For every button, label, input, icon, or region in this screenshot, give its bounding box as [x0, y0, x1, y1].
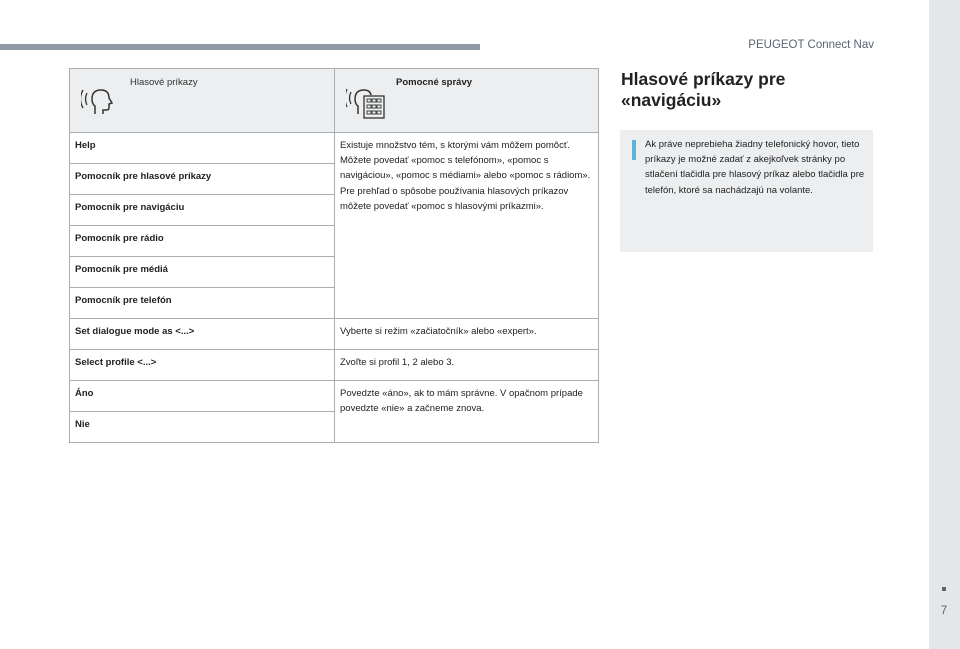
section-title-text: Hlasové príkazy pre «navigáciu»: [621, 69, 786, 110]
command-cell: [70, 412, 335, 443]
command-cell: [70, 288, 335, 319]
command-text: Help: [75, 140, 96, 151]
table-row: [70, 350, 599, 381]
command-text: Nie: [75, 419, 90, 430]
command-text: Pomocník pre rádio: [75, 233, 164, 244]
command-cell: [70, 319, 335, 350]
page-marker: [942, 587, 946, 591]
header-voice-commands: Hlasové príkazy: [130, 77, 198, 88]
command-text: Pomocník pre navigáciu: [75, 202, 185, 213]
yesno-description-cell: [335, 381, 599, 443]
help-description-cell: [335, 133, 599, 319]
command-text: Pomocník pre telefón: [75, 295, 172, 306]
table-row: [70, 133, 599, 164]
voice-command-icon: [81, 84, 115, 121]
command-cell: [70, 164, 335, 195]
command-text: Select profile <...>: [75, 357, 157, 368]
description-text: Povedzte «áno», ak to mám správne. V opačnom prípade povedzte «nie» a začneme znova.: [340, 388, 583, 415]
command-text: Áno: [75, 388, 94, 399]
section-title: [621, 69, 821, 111]
description-text: Zvoľte si profil 1, 2 alebo 3.: [340, 357, 455, 368]
command-cell: [70, 350, 335, 381]
info-text: Ak práve neprebieha žiadny telefonický hovor, tieto príkazy je možné zadať z akejkoľvek stránky po stlačení tlačidla pre hlasový príkaz alebo tlačidla pre telefón, ktoré sa nachádzajú na volante.: [645, 139, 865, 196]
table-row: [70, 319, 599, 350]
page-number: 7: [940, 603, 948, 617]
header-title: PEUGEOT Connect Nav: [748, 39, 874, 51]
voice-commands-table: [69, 68, 599, 443]
command-cell: [70, 195, 335, 226]
command-cell: [70, 257, 335, 288]
command-text: Pomocník pre hlasové príkazy: [75, 171, 212, 182]
table-header-row: [70, 69, 599, 133]
description-text: Vyberte si režim «začiatočník» alebo «expert».: [340, 326, 537, 337]
command-cell: [70, 381, 335, 412]
table-header-help-messages: [335, 69, 599, 133]
description-cell: [335, 319, 599, 350]
table-row: [70, 381, 599, 412]
command-cell: [70, 226, 335, 257]
command-text: Pomocník pre médiá: [75, 264, 168, 275]
info-icon: [632, 140, 636, 160]
description-text: Existuje množstvo tém, s ktorými vám môžem pomôcť. Môžete povedať «pomoc s telefónom», «pomoc s navigáciou», «pomoc s médiami» alebo «pomoc s rádiom». Pre prehľad o spôsobe používania hlasových príkazov môžete povedať «pomoc s hlasovými príkazmi».: [340, 140, 591, 212]
command-text: Set dialogue mode as <...>: [75, 326, 195, 337]
info-box: [620, 130, 873, 252]
table-header-commands: [70, 69, 335, 133]
command-cell: [70, 133, 335, 164]
header-help-messages: Pomocné správy: [396, 77, 473, 88]
voice-keypad-icon: [346, 84, 386, 123]
top-rule: [0, 44, 480, 50]
page-sidebar: [929, 0, 960, 649]
description-cell: [335, 350, 599, 381]
